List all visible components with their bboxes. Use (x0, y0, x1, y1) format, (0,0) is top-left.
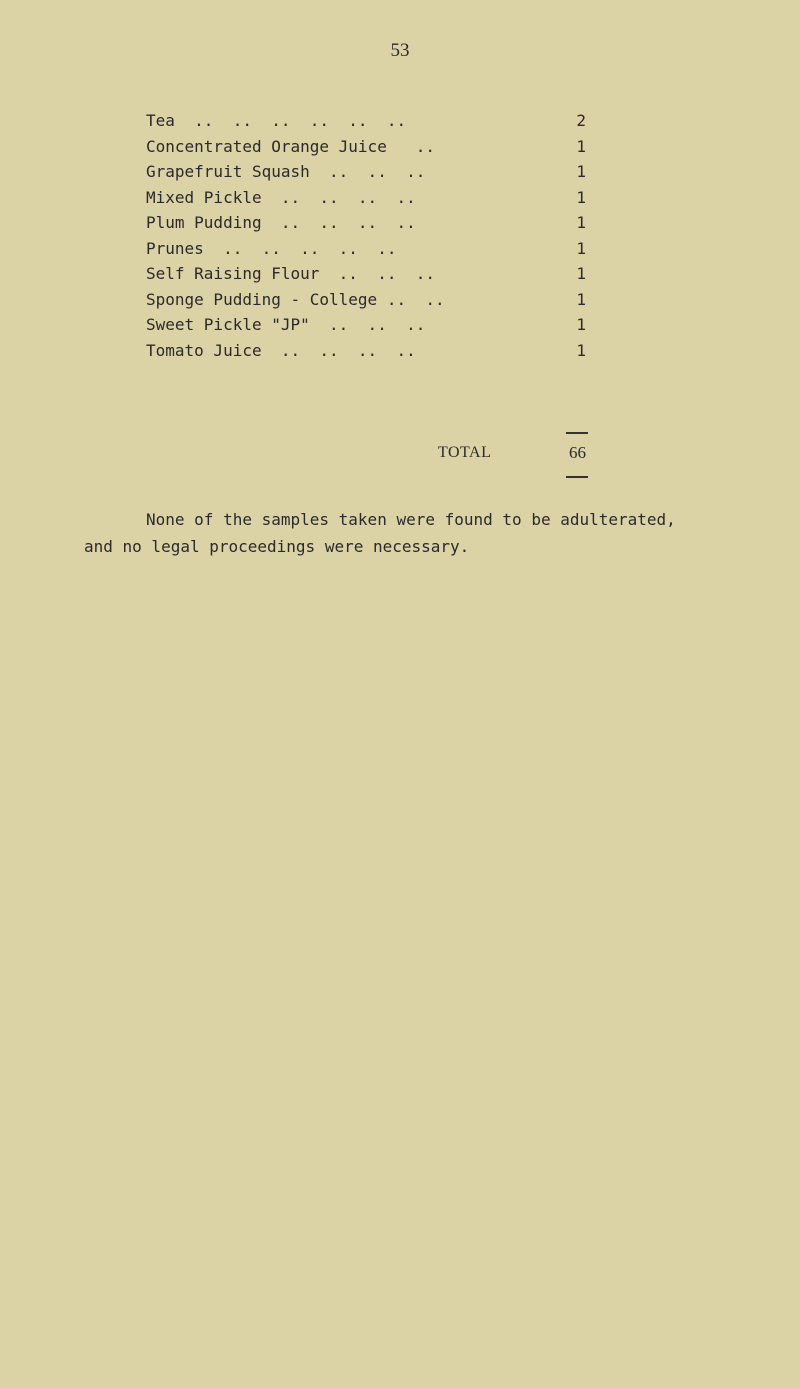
item-name: Tomato Juice .. .. .. .. (146, 340, 416, 360)
note-line: None of the samples taken were found to be adulterated, (146, 510, 676, 529)
page-number: 53 (390, 40, 410, 61)
total-label: TOTAL (438, 444, 492, 461)
item-name: Self Raising Flour .. .. .. (146, 264, 435, 283)
item-name: Grapefruit Squash .. .. .. (146, 162, 426, 181)
samples-table (146, 108, 586, 363)
item-count: 1 (576, 187, 586, 207)
item-name: Mixed Pickle .. .. .. .. (146, 187, 416, 207)
item-name: Prunes .. .. .. .. .. (146, 238, 397, 258)
table-row (146, 210, 586, 236)
table-row (146, 134, 586, 160)
item-count: 1 (576, 162, 586, 181)
item-count: 1 (576, 340, 586, 360)
table-row (146, 159, 586, 185)
table-row (146, 236, 586, 262)
item-name: Tea .. .. .. .. .. .. (146, 111, 407, 130)
item-name: Sponge Pudding - College .. .. (146, 289, 445, 309)
item-count: 1 (576, 136, 586, 156)
table-row (146, 287, 586, 313)
table-row (146, 338, 586, 364)
total-value: 66 (569, 443, 586, 462)
table-row (146, 185, 586, 211)
item-count: 1 (576, 264, 586, 283)
item-count: 1 (576, 238, 586, 258)
item-name: Sweet Pickle "JP" .. .. .. (146, 315, 426, 334)
item-name: Concentrated Orange Juice .. (146, 136, 435, 156)
table-row (146, 312, 586, 338)
note-line: and no legal proceedings were necessary. (84, 537, 470, 556)
item-name: Plum Pudding .. .. .. .. (146, 213, 416, 232)
total-row (146, 441, 586, 465)
item-count: 2 (576, 111, 586, 130)
item-count: 1 (576, 289, 586, 309)
summary-note (84, 506, 784, 560)
total-rule-top (566, 432, 588, 434)
table-row (146, 261, 586, 287)
total-rule-bottom (566, 476, 588, 478)
item-count: 1 (576, 315, 586, 334)
table-row (146, 108, 586, 134)
item-count: 1 (576, 213, 586, 232)
